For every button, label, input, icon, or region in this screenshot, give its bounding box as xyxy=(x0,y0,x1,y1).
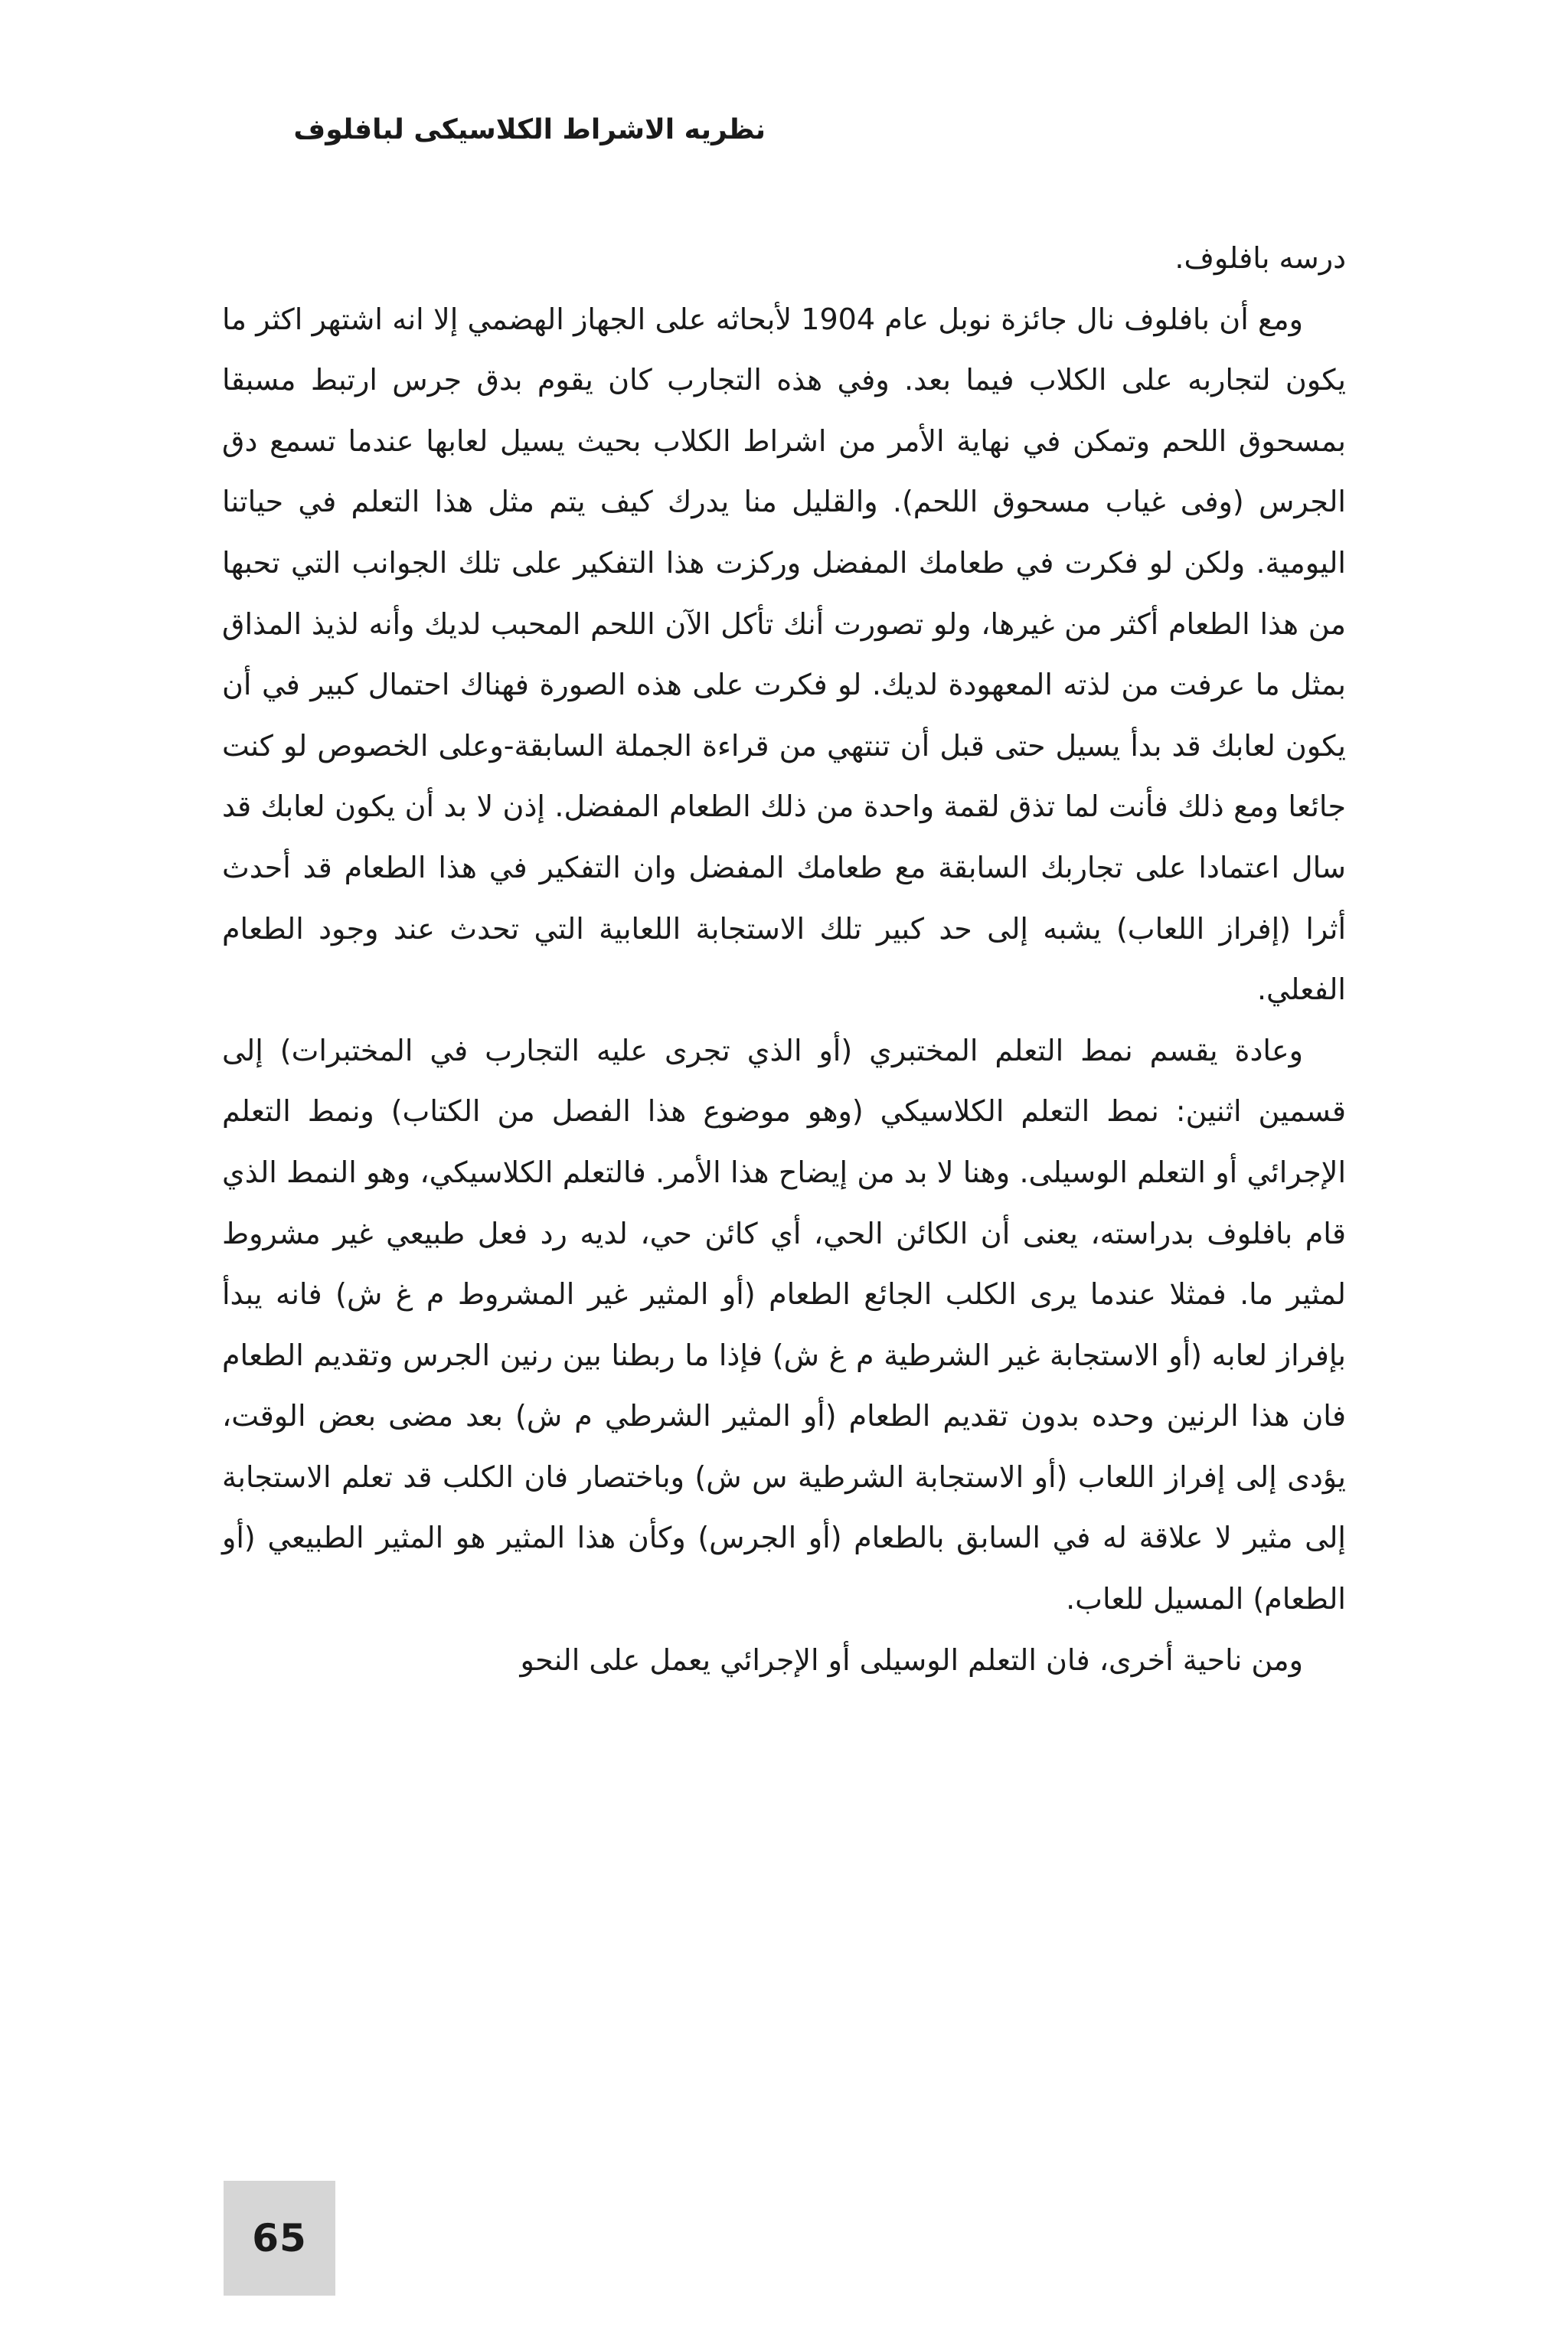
page-number: 65 xyxy=(252,2216,307,2260)
paragraph-classical-vs-operant: وعادة يقسم نمط التعلم المختبري (أو الذي تجرى عليه التجارب في المختبرات) إلى قسمين اثنين: نمط التعلم الكلاسيكي (وهو موضوع هذا الفصل من الكتاب) ونمط التعلم الإجرائي أو التعلم الوسيلى. وهنا لا بد من إيضاح هذا الأمر. فالتعلم الكلاسيكي، وهو النمط الذي قام بافلوف بدراسته، يعنى أن الكائن الحي، أي كائن حي، لديه رد فعل طبيعي غير مشروط لمثير ما. فمثلا عندما يرى الكلب الجائع الطعام (أو المثير غير المشروط م غ ش) فانه يبدأ بإفراز لعابه (أو الاستجابة غير الشرطية م غ ش) فإذا ما ربطنا بين رنين الجرس وتقديم الطعام فان هذا الرنين وحده بدون تقديم الطعام (أو المثير الشرطي م ش) بعد مضى بعض الوقت، يؤدى إلى إفراز اللعاب (أو الاستجابة الشرطية س ش) وباختصار فان الكلب قد تعلم الاستجابة إلى مثير لا علاقة له في السابق بالطعام (أو الجرس) وكأن هذا المثير هو المثير الطبيعي (أو الطعام) المسيل للعاب. xyxy=(222,1033,1346,1616)
body-text xyxy=(222,228,1346,1691)
page-number-box xyxy=(224,2181,335,2296)
running-header-title: نظريه الاشراط الكلاسيكى لبافلوف xyxy=(293,114,766,145)
paragraph-on-the-other-hand: ومن ناحية أخرى، فان التعلم الوسيلى أو الإجرائي يعمل على النحو xyxy=(520,1642,1303,1677)
paragraph-continuation: درسه بافلوف. xyxy=(1174,241,1346,275)
paragraph-pavlov-nobel: ومع أن بافلوف نال جائزة نوبل عام 1904 لأبحاثه على الجهاز الهضمي إلا انه اشتهر اكثر ما يكون لتجاربه على الكلاب فيما بعد. وفي هذه التجارب كان يقوم بدق جرس ارتبط مسبقا بمسحوق اللحم وتمكن في نهاية الأمر من اشراط الكلاب بحيث يسيل لعابها عندما تسمع دق الجرس (وفى غياب مسحوق اللحم). والقليل منا يدرك كيف يتم مثل هذا التعلم في حياتنا اليومية. ولكن لو فكرت في طعامك المفضل وركزت هذا التفكير على تلك الجوانب التي تحبها من هذا الطعام أكثر من غيرها، ولو تصورت أنك تأكل الآن اللحم المحبب لديك وأنه لذيذ المذاق بمثل ما عرفت من لذته المعهودة لديك. لو فكرت على هذه الصورة فهناك احتمال كبير في أن يكون لعابك قد بدأ يسيل حتى قبل أن تنتهي من قراءة الجملة السابقة-وعلى الخصوص لو كنت جائعا ومع ذلك فأنت لما تذق لقمة واحدة من ذلك الطعام المفضل. إذن لا بد أن يكون لعابك قد سال اعتمادا على تجاربك السابقة مع طعامك المفضل وان التفكير في هذا الطعام قد أحدث أثرا (إفراز اللعاب) يشبه إلى حد كبير تلك الاستجابة اللعابية التي تحدث عند وجود الطعام الفعلي. xyxy=(222,302,1346,1007)
